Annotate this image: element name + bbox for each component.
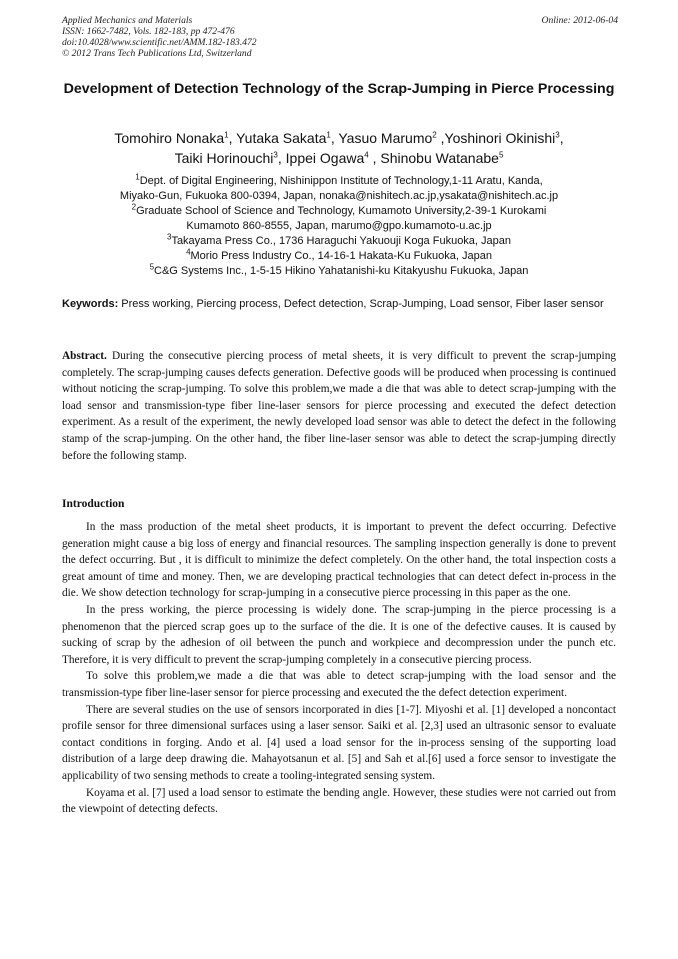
affiliation-mark: 2: [131, 202, 137, 212]
paragraph: Koyama et al. [7] used a load sensor to estimate the bending angle. However, these studies were not carried out from the viewpoint of detecting defects.: [62, 786, 616, 816]
journal-name: Applied Mechanics and Materials: [62, 15, 193, 26]
author-name: Shinobu Watanabe: [380, 150, 499, 166]
author-name: Yasuo Marumo: [338, 130, 433, 146]
author-affiliation-mark: 4: [364, 150, 369, 160]
abstract-label: Abstract.: [62, 350, 107, 362]
keywords: [62, 297, 616, 312]
affiliation-3: [62, 234, 616, 249]
journal-doi: doi:10.4028/www.scientific.net/AMM.182-183.472: [62, 37, 257, 48]
affiliation-mark: 4: [186, 247, 191, 257]
affiliation-text: Graduate School of Science and Technology, Kumamoto University,2-39-1 Kurokami: [136, 205, 547, 217]
affiliation-list: [62, 174, 616, 279]
author-affiliation-mark: 1: [224, 130, 229, 140]
paragraph: There are several studies on the use of sensors incorporated in dies [1-7]. Miyoshi et al. [1] developed a noncontact profile sensor for three dimensional surfaces using a laser sensor. Saiki et al. [2,3] used an ultrasonic sensor to evaluate contact conditions in forging. Ando et al. [4] used a load sensor for the in-process sensing of the supporting load distribution of a large deep drawing die. Mahayotsanun et al. [5] and Sah et al.[6] used a force sensor to investigate the applicability of two sensing methods to create a tooling-integrated sensing system.: [62, 703, 616, 782]
author-affiliation-mark: 2: [432, 130, 437, 140]
author-affiliation-mark: 3: [555, 130, 560, 140]
author-separator: ,: [277, 150, 286, 166]
author-name: Taiki Horinouchi: [174, 150, 274, 166]
paragraph: In the mass production of the metal sheet products, it is important to prevent the defect occurring. Defective generation might cause a big loss of energy and financial resources. The sampling inspection generally is done to prevent the defect occurring. But , it is difficult to minimize the defect completely. On the other hand, the total inspection costs a great amount of time and money. Then, we are developing practical technologies that can detect defect in-process in the die. We show detection technology for scrap-jumping in a consecutive pierce processing in this paper as the one.: [62, 521, 616, 600]
author-name: Yoshinori Okinishi: [444, 130, 556, 146]
author-affiliation-mark: 3: [273, 150, 278, 160]
author-separator: ,: [228, 130, 237, 146]
affiliation-1-cont: Miyako-Gun, Fukuoka 800-0394, Japan, nonaka@nishitech.ac.jp,ysakata@nishitech.ac.jp: [119, 190, 559, 202]
affiliation-4: [62, 249, 616, 264]
affiliation-text: Morio Press Industry Co., 14-16-1 Hakata-Ku Fukuoka, Japan: [190, 250, 492, 262]
affiliation-text: C&G Systems Inc., 1-5-15 Hikino Yahatanishi-ku Kitakyushu Fukuoka, Japan: [154, 265, 529, 277]
keywords-label: Keywords:: [62, 298, 119, 310]
paper-title: Development of Detection Technology of the Scrap-Jumping in Pierce Processing: [63, 81, 615, 97]
affiliation-mark: 1: [135, 172, 140, 182]
author-separator: ,: [559, 130, 564, 146]
paragraph: To solve this problem,we made a die that was able to detect scrap-jumping with the load sensor and the transmission-type fiber line-laser sensor for pierce processing and executed the the defect detection experiment.: [62, 670, 616, 699]
affiliation-5: [62, 264, 616, 279]
author-affiliation-mark: 1: [326, 130, 331, 140]
author-list: [62, 128, 616, 168]
affiliation-1: [62, 174, 616, 189]
affiliation-2: [62, 204, 616, 219]
section-heading-introduction: Introduction: [62, 498, 125, 510]
author-separator: ,: [330, 130, 339, 146]
abstract-text: During the consecutive piercing process of metal sheets, it is very difficult to prevent the scrap-jumping completely. The scrap-jumping causes defects generation. Defective goods will be produced when processing is continued without noticing the scrap-jumping. To solve this problem,we made a die that was able to detect scrap-jumping with the load sensor and transmission-type fiber line-laser sensors for pierce processing and executed the defect detection experiment. As a result of the experiment, the newly developed load sensor was able to detect the defect in the following stamp of the scrap-jumping. On the other hand, the fiber line-laser sensor was able to detect the scrap-jumping directly before the following stamp.: [62, 350, 616, 462]
paragraph: In the press working, the pierce processing is widely done. The scrap-jumping in the pierce processing is a phenomenon that the pierced scrap goes up to the surface of the die. It is one of the defective causes. It is caused by sucking of scrap by the adhesion of oil between the punch and workpiece and decompression under the punch etc. Therefore, it is very difficult to prevent the scrap-jumping completely in a consecutive piercing process.: [62, 603, 616, 666]
journal-header: [62, 15, 618, 59]
affiliation-2-cont: Kumamoto 860-8555, Japan, marumo@gpo.kumamoto-u.ac.jp: [186, 220, 492, 232]
affiliation-text: Dept. of Digital Engineering, Nishinippon Institute of Technology,1-11 Aratu, Kanda,: [139, 175, 543, 187]
affiliation-mark: 3: [166, 232, 172, 242]
introduction-body: [62, 519, 616, 818]
author-separator: ,: [368, 150, 381, 166]
author-name: Tomohiro Nonaka: [114, 130, 225, 146]
author-affiliation-mark: 5: [498, 150, 504, 160]
author-separator: ,: [436, 130, 445, 146]
author-name: Yutaka Sakata: [236, 130, 327, 146]
keywords-text: Press working, Piercing process, Defect detection, Scrap-Jumping, Load sensor, Fiber laser sensor: [118, 298, 604, 310]
affiliation-mark: 5: [149, 262, 155, 272]
author-name: Ippei Ogawa: [285, 150, 365, 166]
online-date: Online: 2012-06-04: [541, 15, 618, 26]
journal-copyright: © 2012 Trans Tech Publications Ltd, Switzerland: [62, 48, 252, 59]
affiliation-text: Takayama Press Co., 1736 Haraguchi Yakuouji Koga Fukuoka, Japan: [171, 235, 512, 247]
journal-issn: ISSN: 1662-7482, Vols. 182-183, pp 472-476: [62, 26, 235, 37]
abstract: [62, 348, 616, 464]
